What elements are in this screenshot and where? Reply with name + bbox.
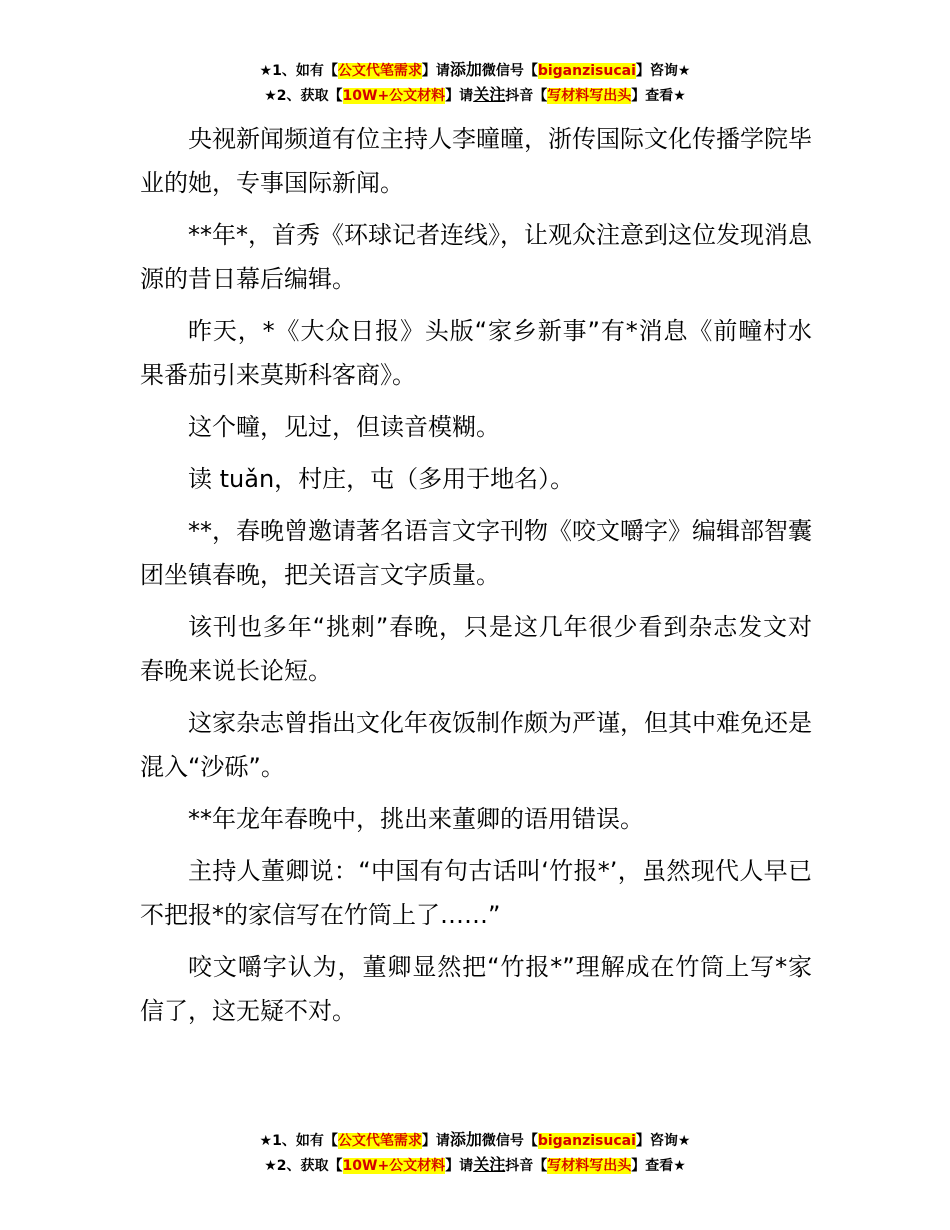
paragraph: 这家杂志曾指出文化年夜饭制作颇为严谨，但其中难免还是混入“沙砾”。 <box>140 709 812 781</box>
banner-text: 】咨询★ <box>635 1133 691 1149</box>
paragraph: 该刊也多年“挑刺”春晚，只是这几年很少看到杂志发文对春晚来说长论短。 <box>140 613 812 685</box>
banner-emphasis: 添加 <box>449 60 482 79</box>
banner-line-2 <box>0 83 950 108</box>
highlight-service: 公文代笔需求 <box>337 1133 422 1149</box>
paragraph: 央视新闻频道有位主持人李曈曈，浙传国际文化传播学院毕业的她，专事国际新闻。 <box>140 125 812 197</box>
paragraph: 读 tuǎn，村庄，屯（多用于地名）。 <box>188 465 575 493</box>
highlight-materials: 10W+公文材料 <box>342 88 446 104</box>
paragraph: **，春晚曾邀请著名语言文字刊物《咬文嚼字》编辑部智囊团坐镇春晚，把关语言文字质量。 <box>140 517 812 589</box>
banner-text: 】查看★ <box>631 88 686 104</box>
banner-emphasis: 关注 <box>473 1155 506 1174</box>
paragraph: 这个疃，见过，但读音模糊。 <box>188 413 500 441</box>
paragraph: 咬文嚼字认为，董卿显然把“竹报*”理解成在竹筒上写*家信了，这无疑不对。 <box>140 953 812 1025</box>
paragraph: **年龙年春晚中，挑出来董卿的语用错误。 <box>188 805 644 833</box>
banner-text: 】查看★ <box>631 1158 686 1174</box>
banner-line-1 <box>0 1128 950 1153</box>
banner-text: 微信号【 <box>481 63 538 79</box>
banner-text: 】请 <box>445 1158 474 1174</box>
paragraph: 主持人董卿说：“中国有句古话叫‘竹报*’，虽然现代人早已不把报*的家信写在竹筒上了……” <box>140 857 812 929</box>
banner-text: 】请 <box>421 63 450 79</box>
article-body <box>140 117 812 1041</box>
banner-text: 抖音【 <box>505 1158 548 1174</box>
highlight-douyin-account: 写材料写出头 <box>547 1158 632 1174</box>
banner-line-2 <box>0 1153 950 1178</box>
banner-emphasis: 关注 <box>473 85 506 104</box>
paragraph: **年*，首秀《环球记者连线》，让观众注意到这位发现消息源的昔日幕后编辑。 <box>140 221 812 293</box>
banner-line-1 <box>0 58 950 83</box>
highlight-douyin-account: 写材料写出头 <box>547 88 632 104</box>
highlight-service: 公文代笔需求 <box>337 63 422 79</box>
banner-emphasis: 添加 <box>449 1130 482 1149</box>
highlight-wechat-id: biganzisucai <box>537 1133 636 1149</box>
highlight-wechat-id: biganzisucai <box>537 63 636 79</box>
banner-text: ★1、如有【 <box>259 63 338 79</box>
footer-banner <box>0 1128 950 1178</box>
banner-text: ★2、获取【 <box>264 1158 343 1174</box>
banner-text: 微信号【 <box>481 1133 538 1149</box>
highlight-materials: 10W+公文材料 <box>342 1158 446 1174</box>
banner-text: 】请 <box>445 88 474 104</box>
banner-text: 】咨询★ <box>635 63 691 79</box>
header-banner <box>0 58 950 108</box>
banner-text: 抖音【 <box>505 88 548 104</box>
banner-text: ★2、获取【 <box>264 88 343 104</box>
paragraph: 昨天，*《大众日报》头版“家乡新事”有*消息《前疃村水果番茄引来莫斯科客商》。 <box>140 317 812 389</box>
banner-text: ★1、如有【 <box>259 1133 338 1149</box>
banner-text: 】请 <box>421 1133 450 1149</box>
